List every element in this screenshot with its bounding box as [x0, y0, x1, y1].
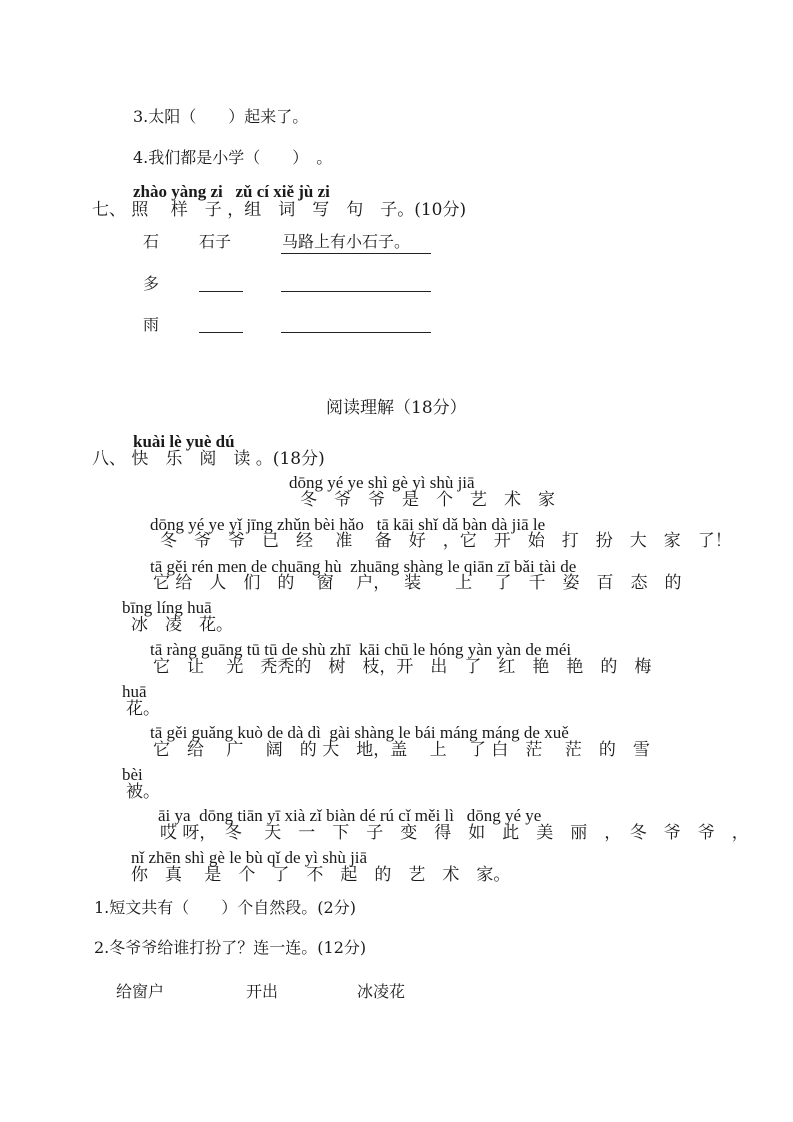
poem-title: 冬 爷 爷 是 个 艺 术 家: [300, 490, 555, 510]
match-item-window[interactable]: 给窗户: [116, 982, 165, 1001]
poem-line-7: 被。: [126, 782, 160, 802]
part7-pinyin: zhào yàng zi zǔ cí xiě jù zi: [133, 182, 330, 201]
poem-line-2: 它 给 人 们 的 窗 户， 装 上 了 千 姿 百 态 的: [153, 573, 682, 593]
row3-sentence-blank[interactable]: [281, 332, 431, 333]
fill-item-4: 4.我们都是小学（ ） 。: [133, 148, 333, 167]
poem-line-1: 冬 爷 爷 已 经 准 备 好 ，它 开 始 打 扮 大 家 了！: [160, 531, 732, 551]
row1-sentence-underline: [281, 253, 431, 254]
part8-heading: 八、 快 乐 阅 读 。(18分): [92, 449, 325, 469]
row3-word-blank[interactable]: [199, 332, 243, 333]
poem-line-9-pinyin: nǐ zhēn shì gè le bù qǐ de yì shù jiā: [131, 848, 368, 867]
row2-sentence-blank[interactable]: [281, 291, 431, 292]
poem-line-8: 哎 呀， 冬 天 一 下 子 变 得 如 此 美 丽 ， 冬 爷 爷 ，: [160, 823, 749, 843]
question-2: 2.冬爷爷给谁打扮了？连一连。(12分): [94, 938, 367, 957]
match-item-bloom[interactable]: 开出: [246, 982, 279, 1001]
poem-title-pinyin: dōng yé ye shì gè yì shù jiā: [289, 473, 475, 492]
poem-line-7-pinyin: bèi: [122, 765, 143, 784]
match-item-iceflower[interactable]: 冰凌花: [357, 982, 406, 1001]
row1-char: 石: [143, 232, 160, 251]
poem-line-1-pinyin: dōng yé ye yǐ jīng zhǔn bèi hǎo tā kāi shǐ dǎ bàn dà jiā le: [150, 515, 546, 534]
poem-line-6-pinyin: tā gěi guǎng kuò de dà dì gài shàng le bái máng máng de xuě: [150, 723, 569, 742]
row1-sentence: 马路上有小石子。: [282, 232, 411, 251]
reading-title: 阅读理解（18分）: [326, 398, 467, 418]
fill-item-3: 3.太阳（ ）起来了。: [133, 107, 309, 126]
question-1: 1.短文共有（ ）个自然段。(2分): [94, 898, 356, 917]
row2-word-blank[interactable]: [199, 291, 243, 292]
poem-line-9: 你 真 是 个 了 不 起 的 艺 术 家。: [131, 865, 511, 885]
part7-heading: 七、 照 样 子 ，组 词 写 句 子。(10分): [92, 200, 467, 220]
poem-line-8-pinyin: āi ya dōng tiān yī xià zǐ biàn dé rú cǐ měi lì dōng yé ye: [158, 806, 542, 825]
poem-line-4: 它 让 光 秃秃的 树 枝，开 出 了 红 艳 艳 的 梅: [153, 657, 652, 677]
part8-pinyin: kuài lè yuè dú: [133, 432, 235, 451]
row2-char: 多: [143, 274, 160, 293]
poem-line-5: 花。: [126, 699, 160, 719]
row3-char: 雨: [143, 315, 160, 334]
poem-line-6: 它 给 广 阔 的 大 地，盖 上 了 白 茫 茫 的 雪: [153, 740, 650, 760]
poem-line-3: 冰 凌 花。: [131, 615, 233, 635]
poem-line-4-pinyin: tā ràng guāng tū tū de shù zhī kāi chū le hóng yàn yàn de méi: [150, 640, 572, 659]
poem-line-2-pinyin: tā gěi rén men de chuāng hù zhuāng shàng le qiān zī bǎi tài de: [150, 557, 577, 576]
row1-word: 石子: [199, 232, 232, 251]
poem-line-5-pinyin: huā: [122, 682, 147, 701]
poem-line-3-pinyin: bīng líng huā: [122, 598, 212, 617]
